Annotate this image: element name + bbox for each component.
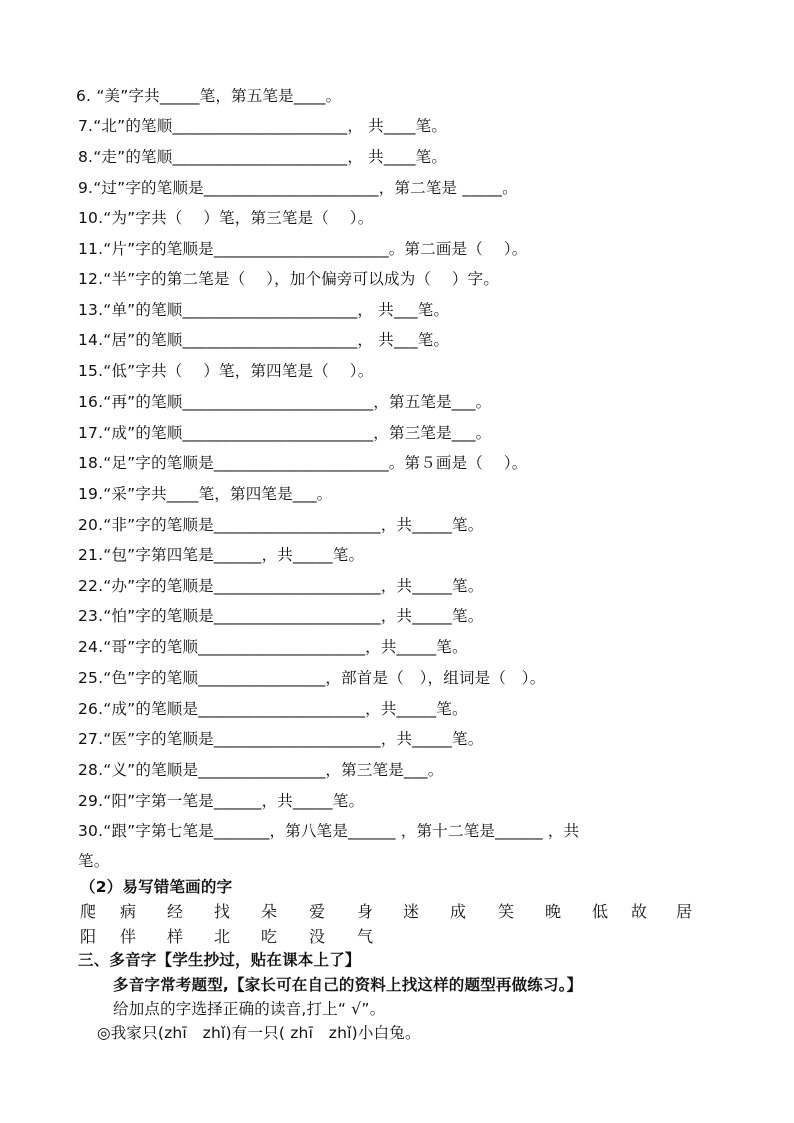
question-line: 23.“怕”字的笔顺是_____________________，共_____笔。 bbox=[78, 607, 484, 625]
character: 朵 bbox=[261, 902, 278, 921]
question-line: 21.“包”字第四笔是______，共_____笔。 bbox=[78, 546, 365, 564]
question-line: 12.“半”字的第二笔是（ ），加个偏旁可以成为（ ）字。 bbox=[78, 270, 500, 288]
question-line: 笔。 bbox=[78, 852, 110, 870]
character: 爬 bbox=[80, 902, 97, 921]
polyphone-task-instruction: 给加点的字选择正确的读音,打上“ √”。 bbox=[113, 1000, 386, 1018]
character: 气 bbox=[357, 927, 374, 946]
character: 故 bbox=[631, 902, 648, 921]
character: 低 bbox=[592, 902, 609, 921]
character: 经 bbox=[167, 902, 184, 921]
character: 阳 bbox=[80, 927, 97, 946]
question-line: 22.“办”字的笔顺是_____________________，共_____笔。 bbox=[78, 577, 484, 595]
question-line: 16.“再”的笔顺________________________，第五笔是___。 bbox=[78, 393, 492, 411]
character: 没 bbox=[309, 927, 326, 946]
character: 吃 bbox=[261, 927, 278, 946]
question-line: 28.“义”的笔顺是________________，第三笔是___。 bbox=[78, 761, 444, 779]
character: 爱 bbox=[309, 902, 326, 921]
question-line: 6. “美”字共_____笔，第五笔是____。 bbox=[76, 87, 342, 105]
character: 样 bbox=[167, 927, 184, 946]
section-3-title: 三、多音字【学生抄过，贴在课本上了】 bbox=[78, 951, 361, 969]
question-line: 15.“低”字共（ ）笔，第四笔是（ ）。 bbox=[78, 362, 374, 380]
question-line: 24.“哥”字的笔顺_____________________，共_____笔。 bbox=[78, 638, 468, 656]
character: 笑 bbox=[498, 902, 515, 921]
question-line: 13.“单”的笔顺______________________， 共___笔。 bbox=[78, 301, 450, 319]
character: 身 bbox=[357, 902, 374, 921]
question-line: 11.“片”字的笔顺是______________________。第二画是（ ）。 bbox=[78, 240, 528, 258]
question-line: 17.“成”的笔顺________________________，第三笔是___。 bbox=[78, 424, 492, 442]
character: 迷 bbox=[403, 902, 420, 921]
character: 病 bbox=[120, 902, 137, 921]
question-line: 30.“跟”字第七笔是_______，第八笔是______ ，第十二笔是______ ，共 bbox=[78, 822, 580, 840]
question-line: 14.“居”的笔顺______________________， 共___笔。 bbox=[78, 331, 450, 349]
character: 居 bbox=[676, 902, 693, 921]
question-line: 27.“医”字的笔顺是_____________________，共_____笔。 bbox=[78, 730, 484, 748]
character: 伴 bbox=[120, 927, 137, 946]
section-2-title: （2）易写错笔画的字 bbox=[80, 878, 233, 896]
question-line: 8.“走”的笔顺______________________， 共____笔。 bbox=[78, 148, 448, 166]
question-line: 10.“为”字共（ ）笔，第三笔是（ ）。 bbox=[78, 209, 374, 227]
character: 北 bbox=[214, 927, 231, 946]
polyphone-instruction: 多音字常考题型,【家长可在自己的资料上找这样的题型再做练习。】 bbox=[113, 976, 583, 994]
question-line: 26.“成”的笔顺是_____________________，共_____笔。 bbox=[78, 700, 468, 718]
question-line: 9.“过”字的笔顺是______________________，第二笔是 _____。 bbox=[78, 179, 518, 197]
question-line: 18.“足”字的笔顺是______________________。第５画是（ ）。 bbox=[78, 454, 528, 472]
character: 成 bbox=[450, 902, 467, 921]
question-line: 19.“采”字共____笔，第四笔是___。 bbox=[78, 485, 333, 503]
question-line: 20.“非”字的笔顺是_____________________，共_____笔。 bbox=[78, 516, 484, 534]
polyphone-example: ◎我家只(zhī zhǐ)有一只( zhī zhǐ)小白兔。 bbox=[97, 1024, 421, 1042]
character: 找 bbox=[214, 902, 231, 921]
question-line: 29.“阳”字第一笔是______，共_____笔。 bbox=[78, 792, 365, 810]
character: 晚 bbox=[545, 902, 562, 921]
question-line: 7.“北”的笔顺______________________， 共____笔。 bbox=[78, 117, 448, 135]
question-line: 25.“色”字的笔顺________________，部首是（ ），组词是（ ）。 bbox=[78, 669, 546, 687]
